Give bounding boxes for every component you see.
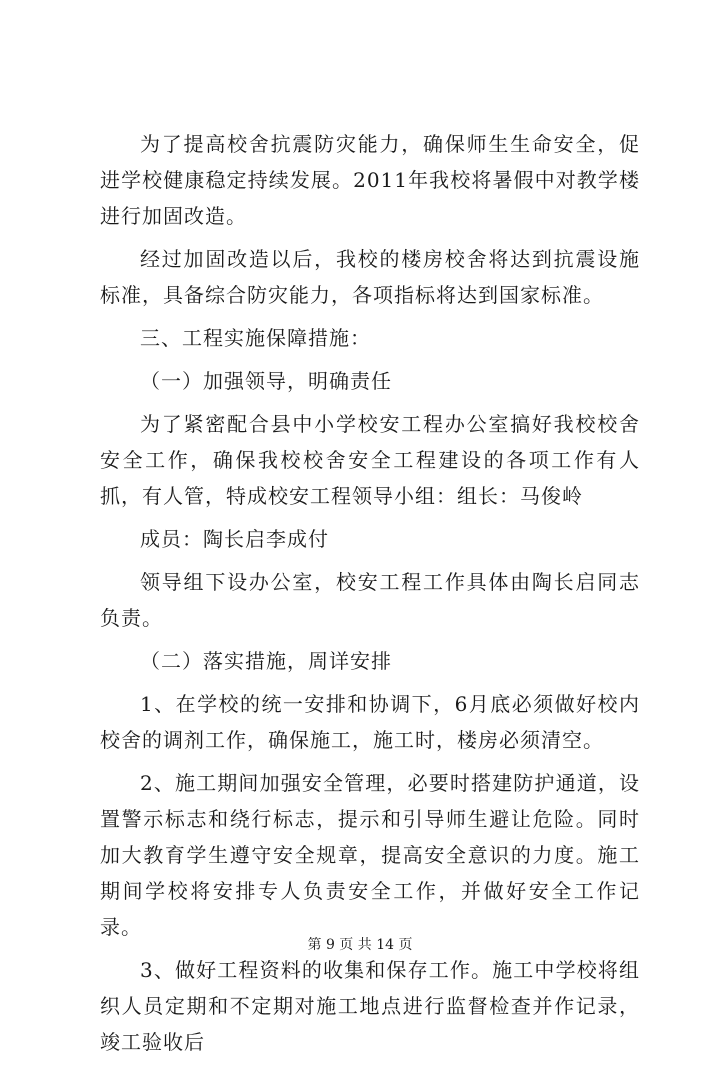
paragraph: 为了紧密配合县中小学校安工程办公室搞好我校校舍安全工作，确保我校校舍安全工程建设的各项工作有人抓，有人管，特成校安工程领导小组：组长：马俊岭 (100, 412, 640, 508)
paragraph: 成员：陶长启李成付 (140, 527, 329, 551)
subsection-heading: （二）落实措施，周详安排 (140, 649, 392, 673)
list-item: 3、做好工程资料的收集和保存工作。施工中学校将组织人员定期和不定期对施工地点进行监督检查并作记录，竣工验收后 (100, 958, 640, 1054)
list-item: 1、在学校的统一安排和协调下，6月底必须做好校内校舍的调剂工作，确保施工，施工时，楼房必须清空。 (100, 692, 640, 752)
subsection-heading: （一）加强领导，明确责任 (140, 369, 392, 393)
page-number-footer: 第 9 页 共 14 页 (307, 937, 413, 953)
list-item: 2、施工期间加强安全管理，必要时搭建防护通道，设置警示标志和绕行标志，提示和引导师生避让危险。同时加大教育学生遵守安全规章，提高安全意识的力度。施工期间学校将安排专人负责安全工作，并做好安全工作记录。 (100, 771, 640, 939)
paragraph: 领导组下设办公室，校安工程工作具体由陶长启同志负责。 (100, 570, 640, 630)
document-body (100, 126, 640, 1067)
paragraph: 为了提高校舍抗震防灾能力，确保师生生命安全，促进学校健康稳定持续发展。2011年我校将暑假中对教学楼进行加固改造。 (100, 132, 640, 228)
paragraph: 经过加固改造以后，我校的楼房校舍将达到抗震设施标准，具备综合防灾能力，各项指标将达到国家标准。 (100, 247, 640, 307)
section-heading: 三、工程实施保障措施： (140, 326, 371, 350)
